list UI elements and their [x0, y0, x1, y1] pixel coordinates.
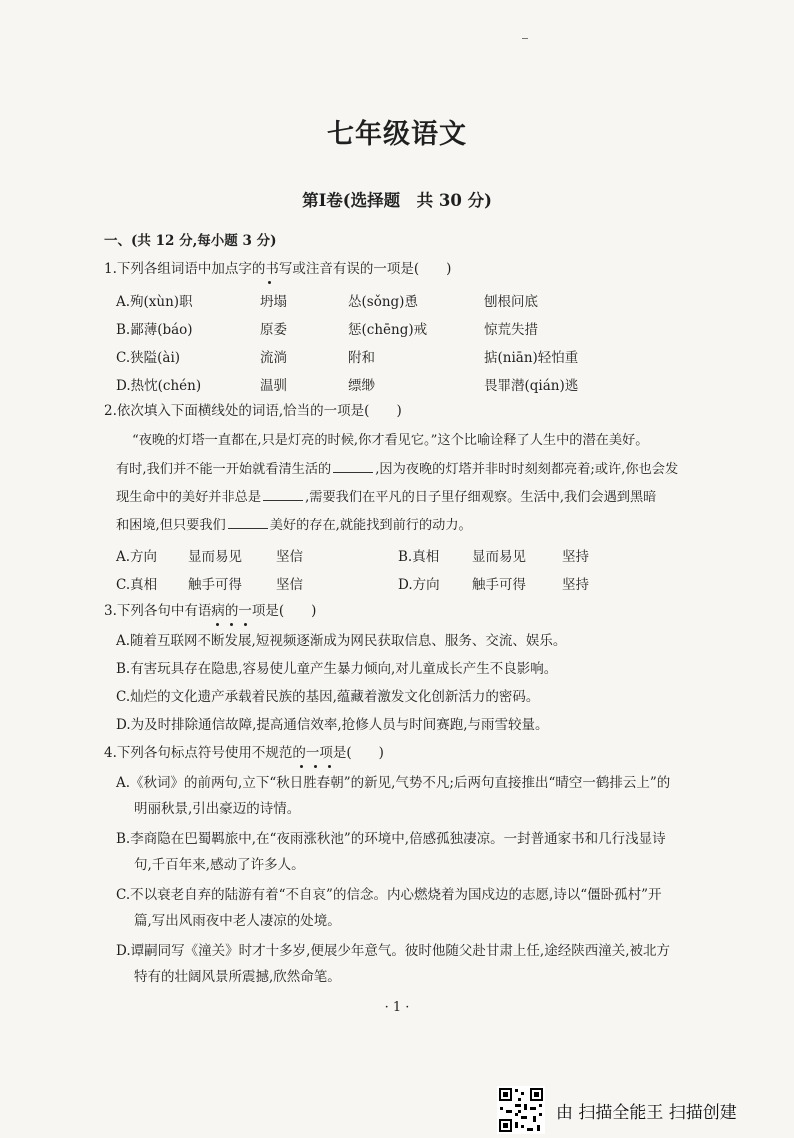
option-cell: 缥缈	[348, 378, 375, 394]
emphasis-dot	[230, 623, 233, 626]
option-cell: B.真相	[398, 549, 440, 565]
question-3-option: B.有害玩具存在隐患,容易使儿童产生暴力倾向,对儿童成长产生不良影响。	[116, 661, 558, 677]
question-4-option: A.《秋词》的前两句,立下“秋日胜春朝”的新见,气势不凡;后两句直接推出“晴空一鹤排云上”的	[116, 775, 671, 791]
qr-code-icon	[497, 1086, 545, 1134]
emphasis-dot	[244, 623, 247, 626]
answer-blank	[333, 460, 373, 473]
question-3-option: D.为及时排除通信故障,提高通信效率,抢修人员与时间赛跑,与雨雪较量。	[116, 717, 549, 733]
passage-line: “夜晚的灯塔一直都在,只是灯亮的时候,你才看见它。”这个比喻诠释了人生中的潜在美好。	[132, 433, 649, 448]
scanner-watermark: 由 扫描全能王 扫描创建	[556, 1103, 737, 1123]
passage-line: 现生命中的美好并非总是 ,需要我们在平凡的日子里仔细观察。生活中,我们会遇到黑暗	[116, 490, 657, 505]
question-4-option-cont: 特有的壮阔风景所震撼,欣然命笔。	[134, 969, 341, 985]
option-cell: C.狭隘(ài)	[116, 350, 181, 366]
question-4-option: D.谭嗣同写《潼关》时才十多岁,便展少年意气。彼时他随父赴甘肃上任,途经陕西潼关,被北方	[116, 943, 671, 959]
question-4-option-cont: 句,千百年来,感动了许多人。	[134, 857, 305, 873]
emphasis-dot	[268, 281, 271, 284]
question-3-option: C.灿烂的文化遗产承载着民族的基因,蕴藏着激发文化创新活力的密码。	[116, 689, 540, 705]
option-cell: 原委	[260, 322, 287, 338]
option-cell: C.真相	[116, 577, 158, 593]
scan-mark	[522, 38, 528, 39]
answer-blank	[228, 516, 268, 529]
option-cell: A.方向	[116, 549, 158, 565]
question-4-option: B.李商隐在巴蜀羁旅中,在“夜雨涨秋池”的环境中,倍感孤独凄凉。一封普通家书和几行浅显诗	[116, 831, 666, 847]
page-number: · 1 ·	[384, 1000, 410, 1015]
option-cell: 触手可得	[472, 577, 526, 593]
question-3-stem: 3.下列各句中有语病的一项是( )	[104, 603, 317, 619]
emphasis-dot	[300, 765, 303, 768]
option-cell: 刨根问底	[484, 294, 538, 310]
option-cell: 怂(sǒng)恿	[348, 294, 418, 310]
emphasis-dot	[328, 765, 331, 768]
option-cell: D.热忱(chén)	[116, 378, 202, 394]
option-cell: 坍塌	[260, 294, 287, 310]
option-cell: 流淌	[260, 350, 287, 366]
emphasis-dot	[314, 765, 317, 768]
question-4-option-cont: 明丽秋景,引出豪迈的诗情。	[134, 801, 301, 817]
page-title: 七年级语文	[327, 119, 467, 150]
passage-line: 和困境,但只要我们 美好的存在,就能找到前行的动力。	[116, 518, 472, 533]
option-cell: B.鄙薄(báo)	[116, 322, 193, 338]
option-cell: 坚持	[562, 549, 589, 565]
option-cell: A.殉(xùn)职	[116, 294, 193, 310]
question-3-option: A.随着互联网不断发展,短视频逐渐成为网民获取信息、服务、交流、娱乐。	[116, 633, 567, 649]
section-subtitle: 第Ⅰ卷(选择题 共 30 分)	[302, 191, 492, 210]
question-4-option: C.不以衰老自弃的陆游有着“不自哀”的信念。内心燃烧着为国戍边的志愿,诗以“僵卧孤村”开	[116, 887, 662, 903]
answer-blank	[263, 488, 303, 501]
option-cell: 惊荒失措	[484, 322, 538, 338]
option-cell: 触手可得	[188, 577, 242, 593]
question-2-stem: 2.依次填入下面横线处的词语,恰当的一项是( )	[104, 403, 402, 419]
option-cell: 显而易见	[472, 549, 526, 565]
option-cell: 掂(niān)轻怕重	[484, 350, 579, 366]
option-cell: 惩(chēng)戒	[348, 322, 428, 338]
option-cell: 显而易见	[188, 549, 242, 565]
option-cell: 畏罪潜(qián)逃	[484, 378, 579, 394]
option-cell: D.方向	[398, 577, 440, 593]
option-cell: 坚信	[276, 549, 303, 565]
section-heading: 一、(共 12 分,每小题 3 分)	[104, 233, 277, 249]
option-cell: 温驯	[260, 378, 287, 394]
question-4-option-cont: 篇,写出风雨夜中老人凄凉的处境。	[134, 913, 341, 929]
option-cell: 坚持	[562, 577, 589, 593]
option-cell: 坚信	[276, 577, 303, 593]
emphasis-dot	[216, 623, 219, 626]
question-1-stem: 1.下列各组词语中加点字的书写或注音有误的一项是( )	[104, 261, 452, 277]
option-cell: 附和	[348, 350, 375, 366]
question-4-stem: 4.下列各句标点符号使用不规范的一项是( )	[104, 745, 384, 761]
passage-line: 有时,我们并不能一开始就看清生活的 ,因为夜晚的灯塔并非时时刻刻都亮着;或许,你也会发	[116, 462, 679, 477]
